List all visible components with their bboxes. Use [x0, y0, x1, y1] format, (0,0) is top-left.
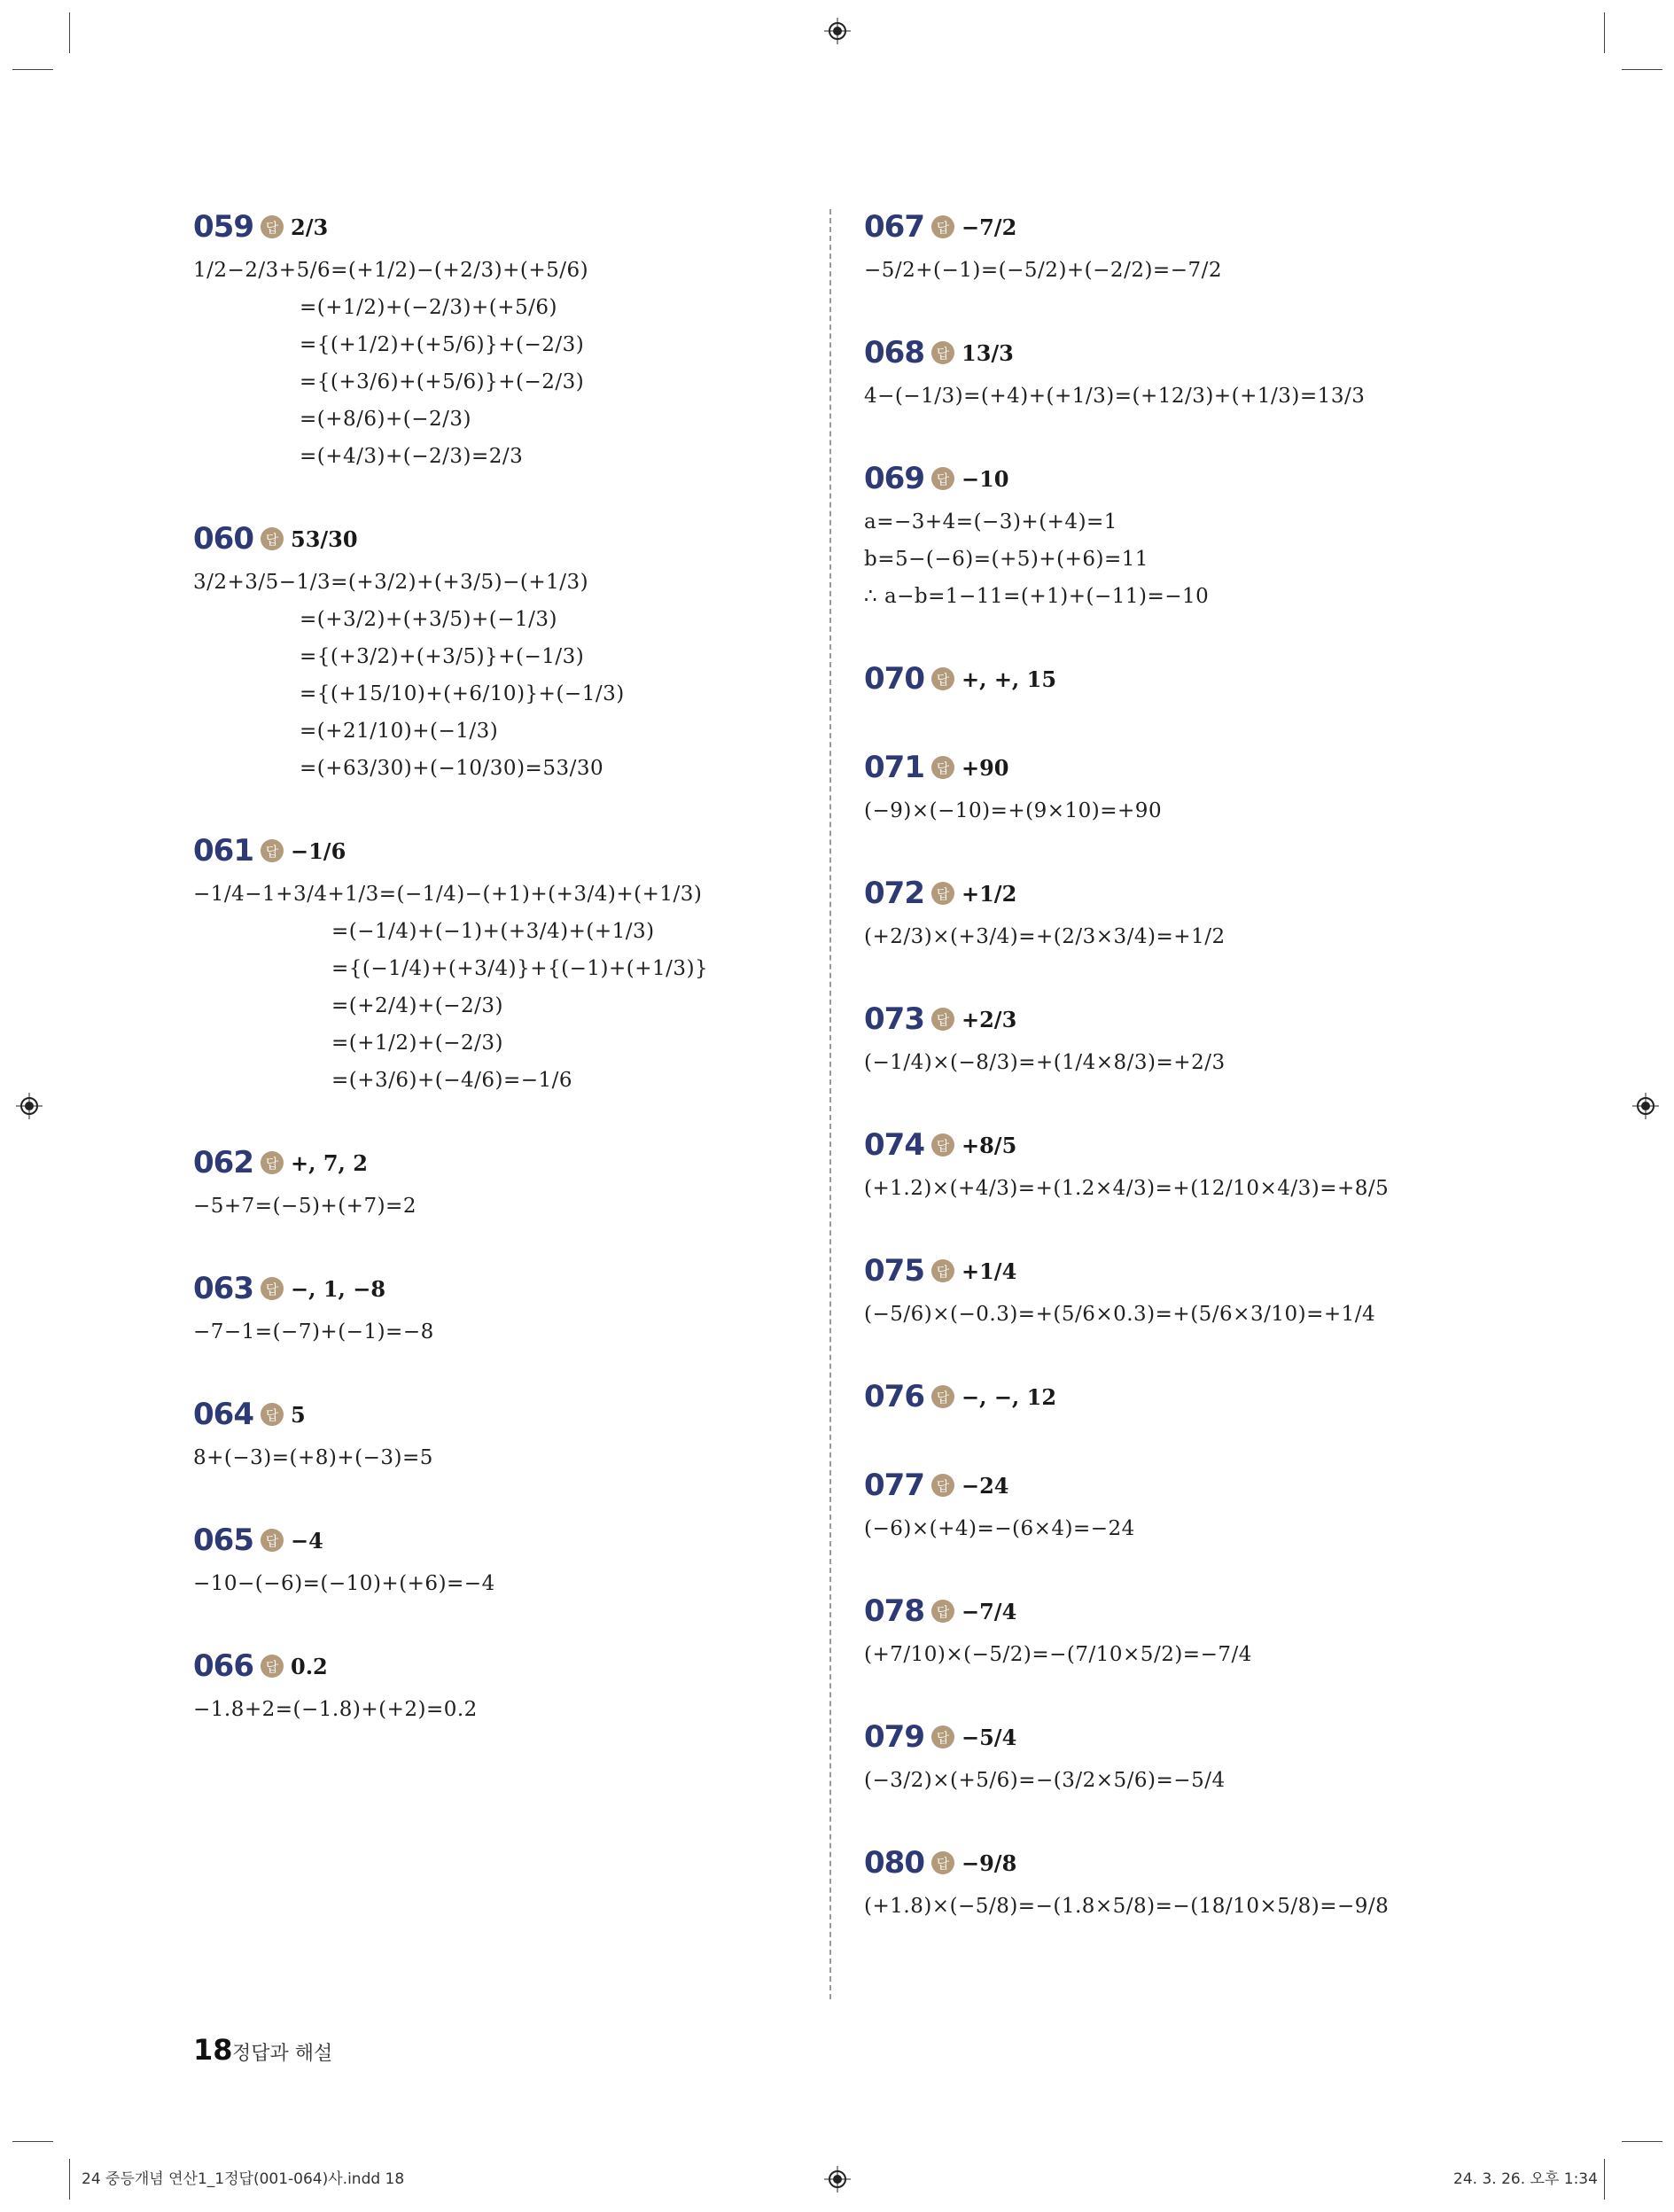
left-column: [193, 202, 814, 1767]
answer-value: −24: [962, 1472, 1009, 1499]
right-column: [864, 202, 1502, 1964]
registration-mark-icon: [16, 1093, 43, 1119]
answer-value: +1/4: [962, 1258, 1017, 1284]
solution-line: ={(+3/2)+(+3/5)}+(−1/3): [300, 645, 585, 668]
crop-mark: [1622, 2141, 1662, 2142]
problem-header: [193, 826, 814, 876]
problem-header: [864, 202, 1502, 252]
solution-line: 4−(−1/3)=(+4)+(+1/3)=(+12/3)+(+1/3)=13/3: [864, 385, 1366, 408]
answer-value: 13/3: [962, 339, 1014, 366]
problem-number: 070: [864, 661, 924, 697]
problem-078: [864, 1586, 1502, 1673]
page-number: 18: [193, 2033, 233, 2067]
problem-header: [193, 1264, 814, 1313]
problem-header: [864, 994, 1502, 1044]
answer-badge-icon: 답: [261, 1529, 284, 1552]
problem-067: [864, 202, 1502, 289]
problem-065: [193, 1515, 814, 1602]
solution-line: =(+63/30)+(−10/30)=53/30: [300, 757, 604, 780]
registration-mark-icon: [1632, 1093, 1659, 1119]
answer-badge-icon: 답: [931, 1133, 954, 1157]
slug-date: 24. 3. 26. 오후 1:34: [1453, 2170, 1598, 2188]
crop-mark: [12, 69, 53, 70]
answer-value: 5: [291, 1401, 306, 1428]
problem-number: 060: [193, 521, 253, 557]
solution-line: −5+7=(−5)+(+7)=2: [193, 1195, 417, 1218]
problem-number: 078: [864, 1593, 924, 1629]
problem-077: [864, 1460, 1502, 1547]
problem-number: 072: [864, 876, 924, 911]
answer-badge-icon: 답: [261, 839, 284, 862]
answer-badge-icon: 답: [931, 1600, 954, 1623]
answer-value: +8/5: [962, 1132, 1017, 1158]
answer-value: 2/3: [291, 214, 329, 240]
problem-073: [864, 994, 1502, 1081]
answer-value: +, 7, 2: [291, 1149, 368, 1176]
answer-badge-icon: 답: [261, 1655, 284, 1678]
problem-074: [864, 1120, 1502, 1207]
problem-number: 074: [864, 1127, 924, 1163]
answer-badge-icon: 답: [931, 1385, 954, 1408]
problem-number: 076: [864, 1379, 924, 1414]
solution-line: −1/4−1+3/4+1/3=(−1/4)−(+1)+(+3/4)+(+1/3): [193, 883, 703, 906]
answer-value: −, −, 12: [962, 1383, 1057, 1410]
footer-title: 정답과 해설: [232, 2043, 333, 2065]
problem-number: 079: [864, 1719, 924, 1755]
answer-value: −4: [291, 1527, 323, 1554]
solution-line: 3/2+3/5−1/3=(+3/2)+(+3/5)−(+1/3): [193, 571, 589, 594]
problem-number: 063: [193, 1271, 253, 1306]
problem-066: [193, 1641, 814, 1728]
crop-mark: [12, 2141, 53, 2142]
answer-value: −, 1, −8: [291, 1275, 386, 1302]
solution-line: =(+3/2)+(+3/5)+(−1/3): [300, 608, 558, 631]
answer-value: +, +, 15: [962, 666, 1057, 692]
solution-line: b=5−(−6)=(+5)+(+6)=11: [864, 548, 1149, 571]
answer-badge-icon: 답: [931, 1725, 954, 1749]
problem-059: [193, 202, 814, 475]
answer-badge-icon: 답: [261, 1151, 284, 1174]
solution-line: (−9)×(−10)=+(9×10)=+90: [864, 799, 1163, 822]
solution-line: 1/2−2/3+5/6=(+1/2)−(+2/3)+(+5/6): [193, 259, 589, 282]
problem-header: [193, 202, 814, 252]
answer-badge-icon: 답: [261, 215, 284, 238]
problem-header: [193, 1641, 814, 1691]
answer-value: +90: [962, 754, 1009, 781]
solution-line: =(+3/6)+(−4/6)=−1/6: [331, 1069, 573, 1092]
answer-badge-icon: 답: [261, 527, 284, 550]
problem-061: [193, 826, 814, 1099]
crop-mark: [1604, 12, 1605, 53]
problem-number: 064: [193, 1397, 253, 1432]
problem-number: 069: [864, 461, 924, 496]
answer-badge-icon: 답: [931, 467, 954, 490]
answer-value: −10: [962, 465, 1009, 492]
problem-header: [864, 1120, 1502, 1170]
solution-line: ={(+3/6)+(+5/6)}+(−2/3): [300, 370, 585, 393]
problem-header: [864, 1372, 1502, 1421]
answer-value: +2/3: [962, 1006, 1017, 1032]
problem-header: [864, 1460, 1502, 1510]
solution-line: =(−1/4)+(−1)+(+3/4)+(+1/3): [331, 920, 655, 943]
solution-line: −1.8+2=(−1.8)+(+2)=0.2: [193, 1698, 478, 1721]
problem-header: [864, 1838, 1502, 1888]
problem-number: 067: [864, 209, 924, 245]
solution-line: =(+1/2)+(−2/3)+(+5/6): [300, 296, 558, 319]
answer-badge-icon: 답: [931, 667, 954, 690]
problem-070: [864, 654, 1502, 704]
problem-079: [864, 1712, 1502, 1799]
solution-line: −10−(−6)=(−10)+(+6)=−4: [193, 1572, 495, 1595]
answer-badge-icon: 답: [931, 756, 954, 779]
answer-value: −1/6: [291, 837, 346, 864]
solution-line: ={(−1/4)+(+3/4)}+{(−1)+(+1/3)}: [331, 957, 709, 980]
answer-badge-icon: 답: [931, 1851, 954, 1874]
solution-line: =(+1/2)+(−2/3): [331, 1032, 504, 1055]
answer-badge-icon: 답: [931, 341, 954, 364]
answer-value: +1/2: [962, 880, 1017, 907]
solution-line: =(+8/6)+(−2/3): [300, 408, 472, 431]
problem-075: [864, 1246, 1502, 1333]
solution-line: (+2/3)×(+3/4)=+(2/3×3/4)=+1/2: [864, 925, 1226, 948]
crop-mark: [1604, 2159, 1605, 2200]
problem-number: 068: [864, 335, 924, 370]
problem-number: 066: [193, 1648, 253, 1684]
solution-line: a=−3+4=(−3)+(+4)=1: [864, 510, 1117, 534]
problem-header: [864, 1712, 1502, 1762]
problem-header: [864, 328, 1502, 378]
solution-line: (+1.8)×(−5/8)=−(1.8×5/8)=−(18/10×5/8)=−9/8: [864, 1895, 1390, 1918]
slug-filename: 24 중등개념 연산1_1정답(001-064)사.indd 18: [82, 2170, 405, 2188]
answer-value: −7/4: [962, 1598, 1017, 1624]
problem-header: [864, 743, 1502, 792]
solution-line: (−6)×(+4)=−(6×4)=−24: [864, 1517, 1135, 1540]
problem-header: [193, 514, 814, 564]
solution-line: ∴ a−b=1−11=(+1)+(−11)=−10: [864, 585, 1210, 608]
crop-mark: [69, 12, 70, 53]
solution-line: −5/2+(−1)=(−5/2)+(−2/2)=−7/2: [864, 259, 1222, 282]
solution-line: =(+21/10)+(−1/3): [300, 720, 499, 743]
solution-line: 8+(−3)=(+8)+(−3)=5: [193, 1446, 433, 1469]
registration-mark-icon: [824, 18, 851, 44]
problem-header: [864, 1586, 1502, 1636]
answer-value: −7/2: [962, 214, 1017, 240]
problem-number: 071: [864, 750, 924, 785]
problem-header: [193, 1138, 814, 1188]
problem-062: [193, 1138, 814, 1225]
problem-number: 059: [193, 209, 253, 245]
problem-063: [193, 1264, 814, 1351]
problem-068: [864, 328, 1502, 415]
solution-line: (+7/10)×(−5/2)=−(7/10×5/2)=−7/4: [864, 1643, 1252, 1666]
problem-number: 080: [864, 1845, 924, 1881]
problem-header: [193, 1515, 814, 1565]
answer-value: −9/8: [962, 1850, 1017, 1876]
problem-060: [193, 514, 814, 787]
solution-line: (+1.2)×(+4/3)=+(1.2×4/3)=+(12/10×4/3)=+8/5: [864, 1177, 1390, 1200]
answer-value: −5/4: [962, 1724, 1017, 1750]
problem-number: 073: [864, 1001, 924, 1037]
crop-mark: [69, 2159, 70, 2200]
problem-number: 061: [193, 833, 253, 868]
column-divider: [829, 209, 831, 1999]
solution-line: =(+2/4)+(−2/3): [331, 994, 504, 1017]
solution-line: =(+4/3)+(−2/3)=2/3: [300, 445, 524, 468]
crop-mark: [1622, 69, 1662, 70]
problem-069: [864, 454, 1502, 615]
problem-number: 065: [193, 1523, 253, 1558]
registration-mark-icon: [824, 2166, 851, 2193]
problem-072: [864, 868, 1502, 955]
problem-header: [864, 654, 1502, 704]
problem-076: [864, 1372, 1502, 1421]
problem-header: [864, 454, 1502, 503]
answer-badge-icon: 답: [931, 1474, 954, 1497]
answer-badge-icon: 답: [261, 1277, 284, 1300]
solution-line: (−1/4)×(−8/3)=+(1/4×8/3)=+2/3: [864, 1051, 1226, 1074]
answer-value: 0.2: [291, 1653, 328, 1679]
solution-line: (−5/6)×(−0.3)=+(5/6×0.3)=+(5/6×3/10)=+1/4: [864, 1303, 1376, 1326]
problem-header: [864, 1246, 1502, 1296]
problem-064: [193, 1390, 814, 1476]
answer-badge-icon: 답: [931, 882, 954, 905]
problem-071: [864, 743, 1502, 830]
solution-line: (−3/2)×(+5/6)=−(3/2×5/6)=−5/4: [864, 1769, 1226, 1792]
solution-line: −7−1=(−7)+(−1)=−8: [193, 1320, 434, 1344]
solution-line: ={(+15/10)+(+6/10)}+(−1/3): [300, 682, 625, 705]
problem-080: [864, 1838, 1502, 1925]
answer-value: 53/30: [291, 526, 358, 552]
problem-header: [864, 868, 1502, 918]
problem-number: 062: [193, 1145, 253, 1180]
answer-badge-icon: 답: [931, 1259, 954, 1282]
answer-badge-icon: 답: [931, 1008, 954, 1031]
solution-line: ={(+1/2)+(+5/6)}+(−2/3): [300, 333, 585, 356]
answer-badge-icon: 답: [261, 1403, 284, 1426]
problem-number: 075: [864, 1253, 924, 1289]
problem-number: 077: [864, 1468, 924, 1503]
problem-header: [193, 1390, 814, 1439]
answer-badge-icon: 답: [931, 215, 954, 238]
